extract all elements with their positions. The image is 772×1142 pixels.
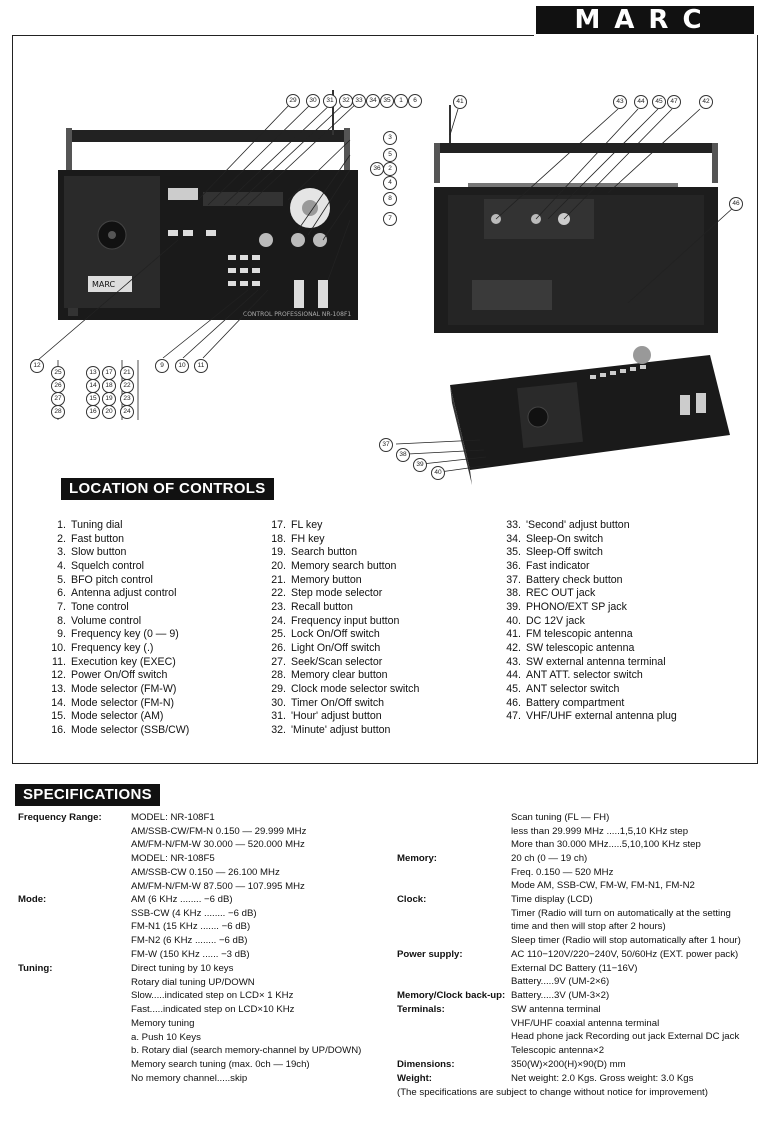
callout: 32 [339,94,353,108]
list-item: 7. Tone control [57,600,129,613]
list-item: 40. DC 12V jack [506,614,585,627]
list-item: 13. Mode selector (FM-W) [51,682,177,695]
callout: 24 [120,405,134,419]
spec-label: Dimensions: [397,1059,455,1070]
callout: 36 [370,162,384,176]
callout: 12 [30,359,44,373]
callout: 1 [394,94,408,108]
callout: 9 [155,359,169,373]
callout: 18 [102,379,116,393]
list-item: 9. Frequency key (0 — 9) [57,628,179,641]
spec-value: 20 ch (0 — 19 ch) Freq. 0.150 — 520 MHz Mode AM, SSB-CW, FM-W, FM-N1, FM-N2 [511,853,695,892]
callout: 40 [431,466,445,480]
list-item: 22. Step mode selector [271,587,383,600]
list-item: 1. Tuning dial [57,519,123,531]
list-item: 26. Light On/Off switch [271,641,381,654]
list-item: 23. Recall button [271,600,353,613]
callout: 21 [120,366,134,380]
spec-label: Clock: [397,894,427,905]
list-item: 16. Mode selector (SSB/CW) [51,723,190,736]
spec-value: AC 110−120V/220−240V, 50/60Hz (EXT. power pack) External DC Battery (11−16V) Battery.....9V (UM-2×6) [511,949,739,988]
list-item: 21. Memory button [271,573,362,586]
spec-label: Power supply: [397,949,463,960]
list-item: 24. Frequency input button [271,614,400,627]
callout: 4 [383,176,397,190]
list-item: 4. Squelch control [57,559,145,572]
spec-label: Terminals: [397,1004,445,1015]
list-item: 32. 'Minute' adjust button [271,723,391,736]
list-item: 5. BFO pitch control [57,573,153,586]
list-item: 8. Volume control [57,614,142,627]
callout: 14 [86,379,100,393]
callout: 39 [413,458,427,472]
list-item: 38. REC OUT jack [506,587,596,600]
list-item: 30. Timer On/Off switch [271,696,385,709]
list-item: 35. Sleep-Off switch [506,546,603,559]
callout: 3 [383,131,397,145]
callout: 6 [408,94,422,108]
list-item: 28. Memory clear button [271,669,388,682]
spec-value: 350(W)×200(H)×90(D) mm [511,1059,626,1070]
callout: 35 [380,94,394,108]
list-item: 42. SW telescopic antenna [506,641,635,654]
specs-header: SPECIFICATIONS [15,784,160,806]
callout: 5 [383,148,397,162]
callout: 31 [323,94,337,108]
controls-list-col-1 [44,519,189,738]
callout: 28 [51,405,65,419]
callout: 7 [383,212,397,226]
callout: 34 [366,94,380,108]
callout: 42 [699,95,713,109]
callout: 47 [667,95,681,109]
list-item: 45. ANT selector switch [506,682,620,695]
spec-value: Battery.....3V (UM-3×2) [511,990,610,1001]
list-item: 44. ANT ATT. selector switch [506,669,643,682]
callout: 11 [194,359,208,373]
list-item: 18. FH key [271,532,325,545]
callout: 45 [652,95,666,109]
spec-value: Time display (LCD) Timer (Radio will turn on automatically at the setting time and then will stop after 2 hours) Sleep timer (Radio will stop automatically after 1 hour) [511,894,741,947]
callout: 16 [86,405,100,419]
list-item: 27. Seek/Scan selector [271,655,383,668]
spec-label: Tuning: [18,963,53,974]
callout: 19 [102,392,116,406]
callout: 8 [383,192,397,206]
callout: 38 [396,448,410,462]
list-item: 43. SW external antenna terminal [506,655,666,668]
callout: 27 [51,392,65,406]
spec-value: MODEL: NR-108F1 AM/SSB-CW/FM-N 0.150 — 29.999 MHz AM/FM-N/FM-W 30.000 — 520.000 MHz MODEL: NR-108F5 AM/SSB-CW 0.150 — 26.100 MHz AM/FM-N/FM-W 87.500 — 107.995 MHz [131,812,307,892]
list-item: 25. Lock On/Off switch [271,628,380,641]
callout: 29 [286,94,300,108]
list-item: 6. Antenna adjust control [57,587,177,600]
spec-label: Mode: [18,894,47,905]
list-item: 47. VHF/UHF external antenna plug [506,710,677,723]
controls-list-col-2 [264,519,419,738]
list-item: 37. Battery check button [506,573,623,586]
list-item: 29. Clock mode selector switch [271,682,420,695]
brand-logo: MARC [536,6,754,34]
radio-back-illustration [428,95,748,345]
callout: 41 [453,95,467,109]
callout: 44 [634,95,648,109]
spec-label: Memory/Clock back-up: [397,990,506,1001]
list-item: 11. Execution key (EXEC) [52,655,176,668]
callout: 46 [729,197,743,211]
list-item: 14. Mode selector (FM-N) [51,696,175,709]
controls-list-col-3 [499,519,677,724]
controls-header: LOCATION OF CONTROLS [61,478,274,500]
list-item: 46. Battery compartment [506,696,625,709]
callout: 2 [383,162,397,176]
radio-brand-plate: MARC [92,280,116,289]
spec-footnote: (The specifications are subject to change without notice for improvement) [397,1087,708,1098]
list-item: 41. FM telescopic antenna [506,628,633,641]
list-item: 39. PHONO/EXT SP jack [506,600,627,613]
radio-model-strip: CONTROL PROFESSIONAL NR-108F1 [243,311,352,318]
spec-value: Scan tuning (FL — FH) less than 29.999 MHz .....1,5,10 KHz step More than 30.000 MHz.....5,10,100 KHz step [511,812,701,851]
list-item: 15. Mode selector (AM) [51,710,164,723]
callout: 33 [352,94,366,108]
callout: 13 [86,366,100,380]
spec-value: AM (6 KHz ........ −6 dB) SSB-CW (4 KHz ........ −6 dB) FM-N1 (15 KHz ....... −6 dB) FM-N2 (6 KHz ........ −6 dB) FM-W (150 KHz ...... −3 dB) [131,894,257,960]
list-item: 19. Search button [271,546,357,559]
callout: 25 [51,366,65,380]
callout: 43 [613,95,627,109]
list-item: 33. 'Second' adjust button [506,519,630,531]
list-item: 12. Power On/Off switch [51,669,168,682]
list-item: 2. Fast button [57,532,124,545]
callout: 37 [379,438,393,452]
spec-label: Weight: [397,1073,432,1084]
spec-label: Frequency Range: [18,812,102,823]
callout: 20 [102,405,116,419]
callout: 17 [102,366,116,380]
spec-label: Memory: [397,853,437,864]
list-item: 36. Fast indicator [506,559,590,572]
callout: 30 [306,94,320,108]
callout: 22 [120,379,134,393]
spec-value: Direct tuning by 10 keys Rotary dial tuning UP/DOWN Slow.....indicated step on LCD× 1 KHz Fast.....indicated step on LCD×10 KHz Memory tuning a. Push 10 Keys b. Rotary dial (search memory-channel by UP/DOWN) Memory search tuning (max. 0ch — 19ch) No memory channel.....skip [131,963,362,1084]
spec-value: SW antenna terminal VHF/UHF coaxial antenna terminal Head phone jack Recording out jack External DC jack Telescopic antenna×2 [511,1004,740,1057]
list-item: 20. Memory search button [271,559,397,572]
callout: 26 [51,379,65,393]
callout: 15 [86,392,100,406]
spec-value: Net weight: 2.0 Kgs. Gross weight: 3.0 Kgs [511,1073,694,1084]
list-item: 31. 'Hour' adjust button [271,710,382,723]
list-item: 3. Slow button [57,546,127,559]
radio-front-illustration [28,90,358,430]
list-item: 17. FL key [271,519,323,531]
callout: 10 [175,359,189,373]
list-item: 34. Sleep-On switch [506,532,604,545]
callout: 23 [120,392,134,406]
list-item: 10. Frequency key (.) [51,641,154,654]
